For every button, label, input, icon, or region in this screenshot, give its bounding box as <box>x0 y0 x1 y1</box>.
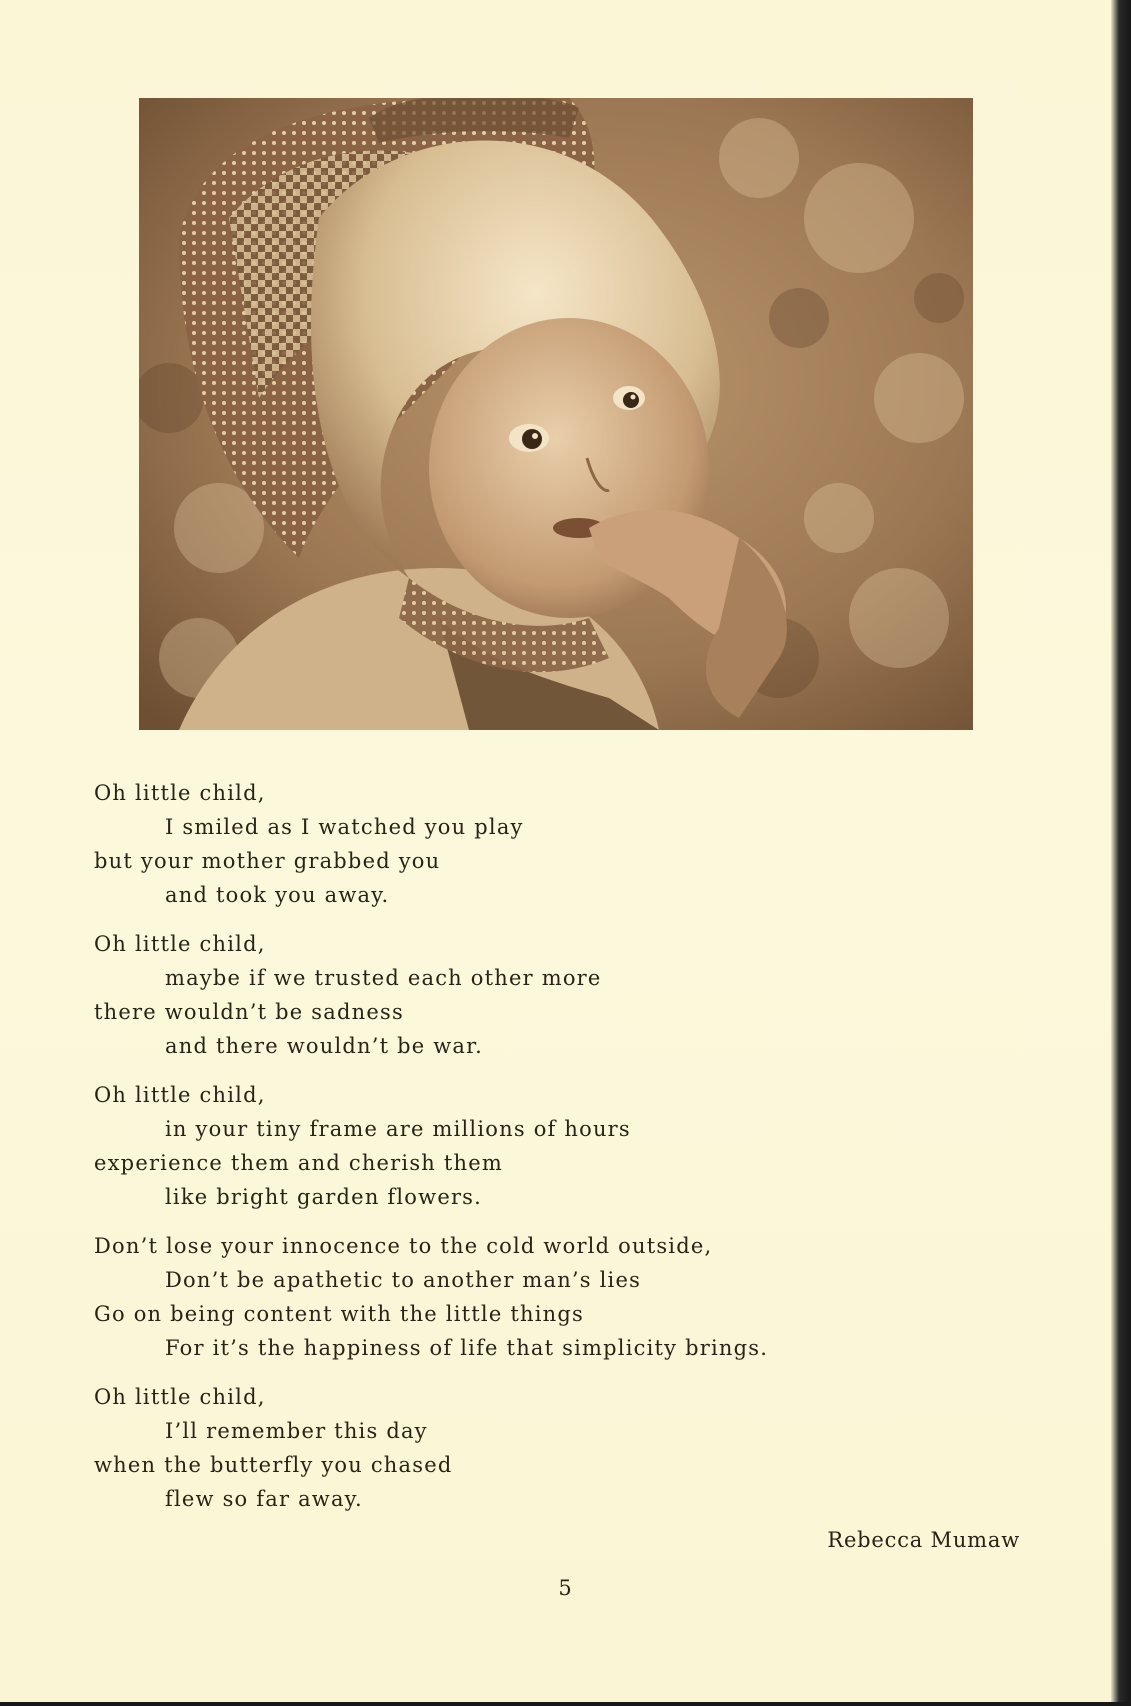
page-edge-shadow <box>1111 0 1131 1706</box>
poem-line: there wouldn’t be sadness <box>94 1000 404 1024</box>
poem-stanza-3 <box>94 1078 994 1214</box>
poem <box>94 776 994 1531</box>
poem-line: Oh little child, <box>94 1083 266 1107</box>
author-signature: Rebecca Mumaw <box>827 1528 1020 1552</box>
poem-line: I smiled as I watched you play <box>165 815 524 839</box>
poem-stanza-2 <box>94 927 994 1063</box>
poem-line: like bright garden flowers. <box>165 1185 483 1209</box>
poem-line: Oh little child, <box>94 932 266 956</box>
poem-line: Don’t be apathetic to another man’s lies <box>165 1268 642 1292</box>
poem-line: maybe if we trusted each other more <box>165 966 602 990</box>
page-number: 5 <box>558 1576 572 1600</box>
poem-line: and took you away. <box>165 883 390 907</box>
poem-line: Don’t lose your innocence to the cold world outside, <box>94 1234 713 1258</box>
poem-line: Oh little child, <box>94 781 266 805</box>
poem-line: Oh little child, <box>94 1385 266 1409</box>
poem-line: when the butterfly you chased <box>94 1453 453 1477</box>
poem-line: in your tiny frame are millions of hours <box>165 1117 631 1141</box>
poem-line: but your mother grabbed you <box>94 849 441 873</box>
poem-line: experience them and cherish them <box>94 1151 504 1175</box>
poem-line: For it’s the happiness of life that simplicity brings. <box>165 1336 769 1360</box>
sepia-photograph <box>139 98 973 730</box>
poem-line: Go on being content with the little things <box>94 1302 584 1326</box>
poem-stanza-5 <box>94 1380 994 1516</box>
page-bottom-edge <box>0 1702 1131 1706</box>
child-in-bonnet-photo <box>139 98 973 730</box>
poem-stanza-4 <box>94 1229 994 1365</box>
poem-line: and there wouldn’t be war. <box>165 1034 483 1058</box>
poem-line: flew so far away. <box>165 1487 363 1511</box>
poem-stanza-1 <box>94 776 994 912</box>
poem-line: I’ll remember this day <box>165 1419 428 1443</box>
